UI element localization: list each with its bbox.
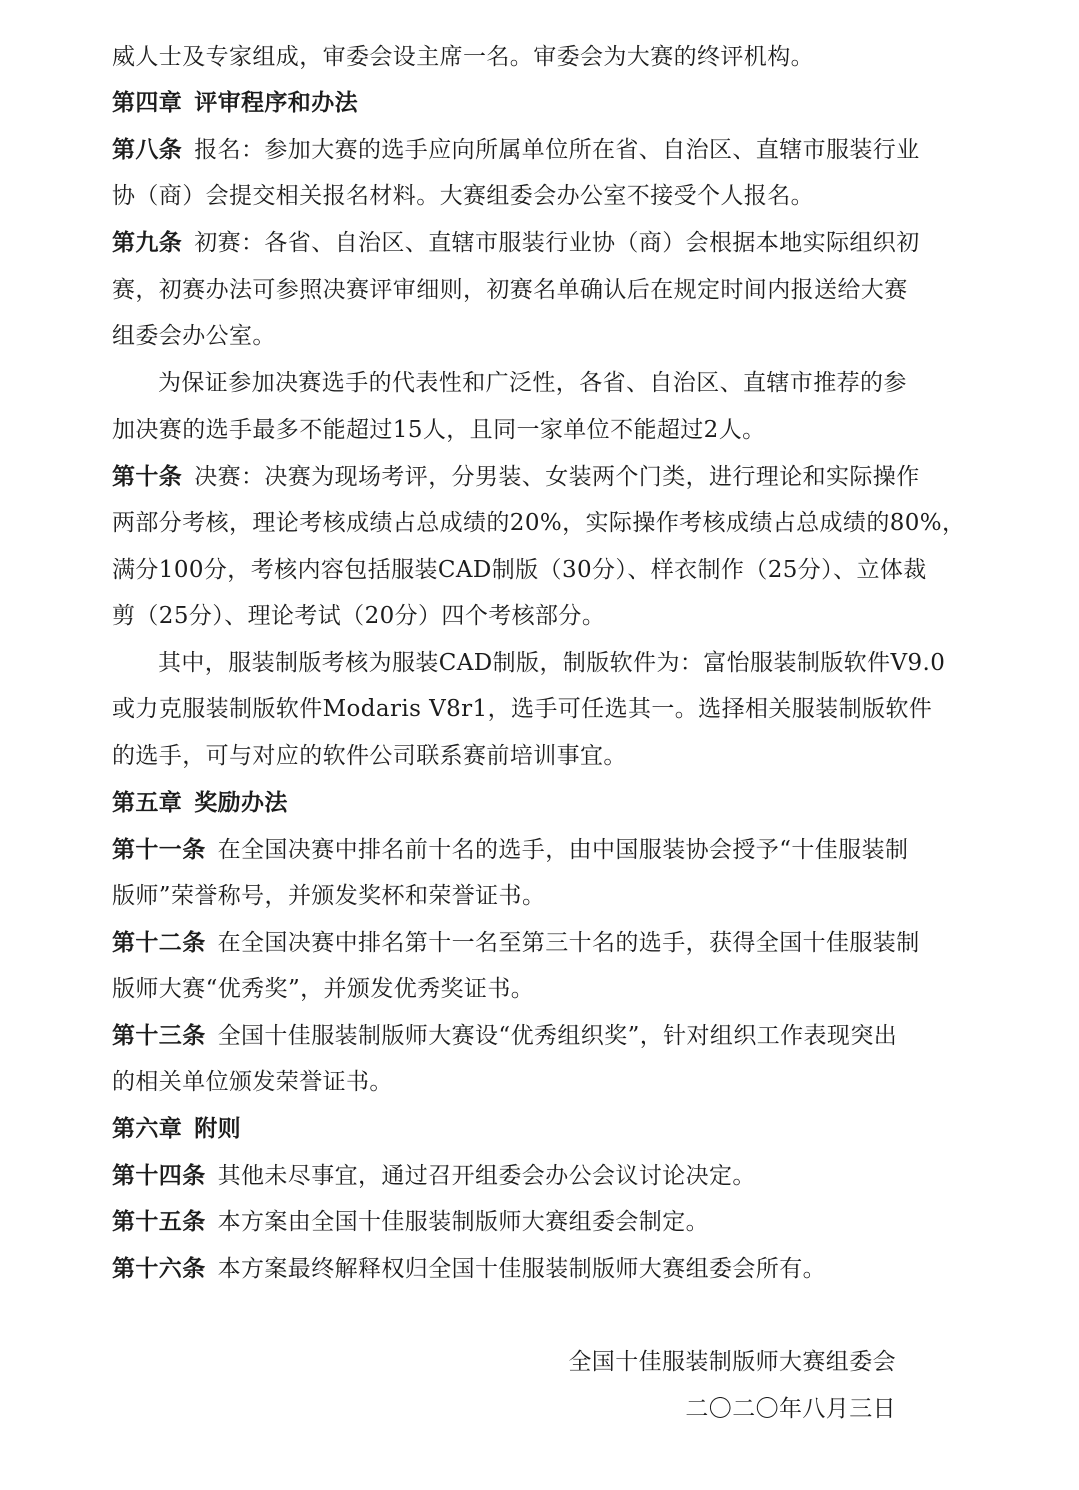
article-text: 其他未尽事宜，通过召开组委会办公会议讨论决定。 xyxy=(217,1163,756,1189)
article-text: 报名：参加大赛的选手应向所属单位所在省、自治区、直辖市服装行业 xyxy=(194,137,920,163)
article-8 xyxy=(112,135,920,165)
article-text: 本方案由全国十佳服装制版师大赛组委会制定。 xyxy=(217,1209,710,1235)
body-line: 的选手，可与对应的软件公司联系赛前培训事宜。 xyxy=(112,743,627,769)
body-line: 为保证参加决赛选手的代表性和广泛性，各省、自治区、直辖市推荐的参 xyxy=(158,370,907,396)
article-14 xyxy=(112,1161,756,1191)
article-text: 全国十佳服装制版师大赛设“优秀组织奖”，针对组织工作表现突出 xyxy=(217,1023,898,1049)
body-line: 威人士及专家组成，审委会设主席一名。审委会为大赛的终评机构。 xyxy=(112,44,814,70)
article-text: 初赛：各省、自治区、直辖市服装行业协（商）会根据本地实际组织初 xyxy=(194,230,920,256)
article-label: 第十四条 xyxy=(112,1162,206,1189)
article-15 xyxy=(112,1207,709,1237)
body-line: 版师大赛“优秀奖”，并颁发优秀奖证书。 xyxy=(112,976,535,1002)
body-line: 组委会办公室。 xyxy=(112,323,276,349)
body-line: 赛，初赛办法可参照决赛评审细则，初赛名单确认后在规定时间内报送给大赛 xyxy=(112,277,908,303)
chapter-heading-6 xyxy=(112,1114,241,1144)
body-line: 的相关单位颁发荣誉证书。 xyxy=(112,1069,393,1095)
article-12 xyxy=(112,928,920,958)
article-9 xyxy=(112,228,920,258)
article-text: 决赛：决赛为现场考评，分男装、女装两个门类，进行理论和实际操作 xyxy=(194,464,920,490)
chapter-title: 附则 xyxy=(194,1115,242,1142)
article-label: 第十一条 xyxy=(112,836,206,863)
body-line: 满分100分，考核内容包括服装CAD制版（30分）、样衣制作（25分）、立体裁 xyxy=(112,557,927,583)
chapter-title: 评审程序和办法 xyxy=(194,89,359,116)
body-line: 剪（25分）、理论考试（20分）四个考核部分。 xyxy=(112,603,606,629)
chapter-title: 奖励办法 xyxy=(194,789,288,816)
signature-date: 二〇二〇年八月三日 xyxy=(685,1396,896,1422)
chapter-label: 第六章 xyxy=(112,1115,183,1142)
article-label: 第八条 xyxy=(112,136,183,163)
body-line: 加决赛的选手最多不能超过15人，且同一家单位不能超过2人。 xyxy=(112,417,766,443)
chapter-heading-5 xyxy=(112,788,288,818)
article-16 xyxy=(112,1254,826,1284)
article-label: 第十六条 xyxy=(112,1255,206,1282)
body-line: 或力克服装制版软件Modaris V8r1，选手可任选其一。选择相关服装制版软件 xyxy=(112,696,933,722)
signature-org: 全国十佳服装制版师大赛组委会 xyxy=(568,1349,896,1375)
body-line: 其中，服装制版考核为服装CAD制版，制版软件为：富怡服装制版软件V9.0 xyxy=(158,650,946,676)
chapter-label: 第五章 xyxy=(112,789,183,816)
chapter-heading-4 xyxy=(112,88,358,118)
article-label: 第十三条 xyxy=(112,1022,206,1049)
article-label: 第九条 xyxy=(112,229,183,256)
article-11 xyxy=(112,835,908,865)
article-label: 第十五条 xyxy=(112,1208,206,1235)
article-text: 本方案最终解释权归全国十佳服装制版师大赛组委会所有。 xyxy=(217,1256,827,1282)
article-10 xyxy=(112,462,920,492)
article-text: 在全国决赛中排名第十一名至第三十名的选手，获得全国十佳服装制 xyxy=(217,930,920,956)
body-line: 两部分考核，理论考核成绩占总成绩的20%，实际操作考核成绩占总成绩的80%， xyxy=(112,510,966,536)
chapter-label: 第四章 xyxy=(112,89,183,116)
article-13 xyxy=(112,1021,897,1051)
body-line: 版师”荣誉称号，并颁发奖杯和荣誉证书。 xyxy=(112,883,546,909)
body-line: 协（商）会提交相关报名材料。大赛组委会办公室不接受个人报名。 xyxy=(112,183,814,209)
article-label: 第十条 xyxy=(112,463,183,490)
article-text: 在全国决赛中排名前十名的选手，由中国服装协会授予“十佳服装制 xyxy=(217,837,909,863)
article-label: 第十二条 xyxy=(112,929,206,956)
